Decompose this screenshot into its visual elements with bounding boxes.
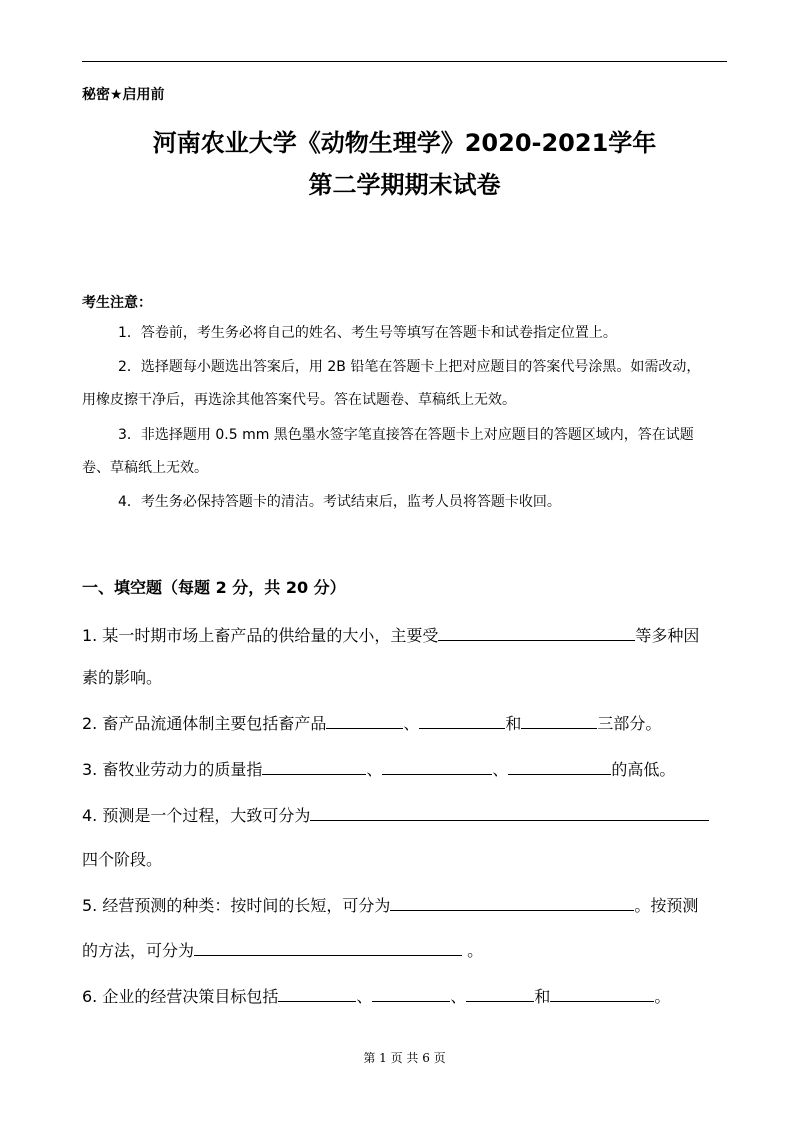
- q4-text: 4. 预测是一个过程，大致可分为: [82, 806, 311, 825]
- question-2: [82, 712, 661, 735]
- notice-item-1: 1．答卷前，考生务必将自己的姓名、考生号等填写在答题卡和试卷指定位置上。: [118, 325, 617, 341]
- answer-blank[interactable]: [419, 712, 505, 729]
- separator: 、: [356, 987, 373, 1006]
- q5-text-c: 的方法，可分为: [82, 941, 195, 960]
- answer-blank[interactable]: [372, 985, 450, 1002]
- question-3: [82, 758, 675, 781]
- section1-heading: 一、填空题（每题 2 分，共 20 分）: [82, 578, 346, 597]
- page-number: 第 1 页 共 6 页: [363, 1051, 446, 1065]
- notice-item-2-cont: 用橡皮擦干净后，再选涂其他答案代号。答在试题卷、草稿纸上无效。: [82, 392, 516, 408]
- q6-text-b: 。: [654, 987, 671, 1006]
- notice-item-4: 4．考生务必保持答题卡的清洁。考试结束后，监考人员将答题卡收回。: [118, 494, 561, 510]
- notice-item-2: 2．选择题每小题选出答案后，用 2B 铅笔在答题卡上把对应题目的答案代号涂黑。如需改动，: [118, 359, 701, 375]
- q5-text: 5. 经营预测的种类：按时间的长短，可分为: [82, 896, 391, 915]
- answer-blank[interactable]: [438, 624, 635, 641]
- question-5-cont: [82, 939, 483, 962]
- title-line2: 第二学期期末试卷: [308, 171, 501, 199]
- answer-blank[interactable]: [194, 939, 462, 956]
- header-rule: [82, 61, 727, 62]
- answer-blank[interactable]: [508, 758, 611, 775]
- answer-blank[interactable]: [521, 712, 597, 729]
- q2-text-b: 三部分。: [597, 714, 662, 733]
- answer-blank[interactable]: [262, 758, 366, 775]
- notice-item-3-cont: 卷、草稿纸上无效。: [82, 460, 208, 476]
- answer-blank[interactable]: [278, 985, 356, 1002]
- question-1: [82, 624, 699, 647]
- notice-item-3: 3．非选择题用 0.5 mm 黑色墨水签字笔直接答在答题卡上对应题目的答题区域内，答在试题: [118, 427, 694, 443]
- separator: 和: [505, 714, 522, 733]
- separator: 和: [534, 987, 551, 1006]
- answer-blank[interactable]: [326, 712, 403, 729]
- answer-blank[interactable]: [382, 758, 492, 775]
- question-4-cont: 四个阶段。: [82, 850, 163, 869]
- answer-blank[interactable]: [550, 985, 654, 1002]
- separator: 、: [403, 714, 420, 733]
- notice-heading: 考生注意：: [82, 295, 152, 311]
- q2-text: 2. 畜产品流通体制主要包括畜产品: [82, 714, 327, 733]
- separator: 、: [366, 760, 383, 779]
- question-6: [82, 985, 670, 1008]
- q6-text: 6. 企业的经营决策目标包括: [82, 987, 279, 1006]
- q1-text-b: 等多种因: [635, 626, 700, 645]
- q3-text: 3. 畜牧业劳动力的质量指: [82, 760, 263, 779]
- separator: 、: [450, 987, 467, 1006]
- question-1-cont: 素的影响。: [82, 668, 163, 687]
- question-5: [82, 894, 698, 917]
- q5-text-b: 。按预测: [634, 896, 699, 915]
- q5-text-d: 。: [462, 941, 484, 960]
- title-line1: 河南农业大学《动物生理学》2020-2021学年: [152, 129, 657, 157]
- separator: 、: [492, 760, 509, 779]
- answer-blank[interactable]: [390, 894, 634, 911]
- answer-blank[interactable]: [466, 985, 534, 1002]
- q1-text: 1. 某一时期市场上畜产品的供给量的大小，主要受: [82, 626, 439, 645]
- secret-label: 秘密★启用前: [82, 87, 165, 103]
- answer-blank[interactable]: [310, 804, 709, 821]
- question-4: [82, 804, 709, 827]
- q3-text-b: 的高低。: [611, 760, 676, 779]
